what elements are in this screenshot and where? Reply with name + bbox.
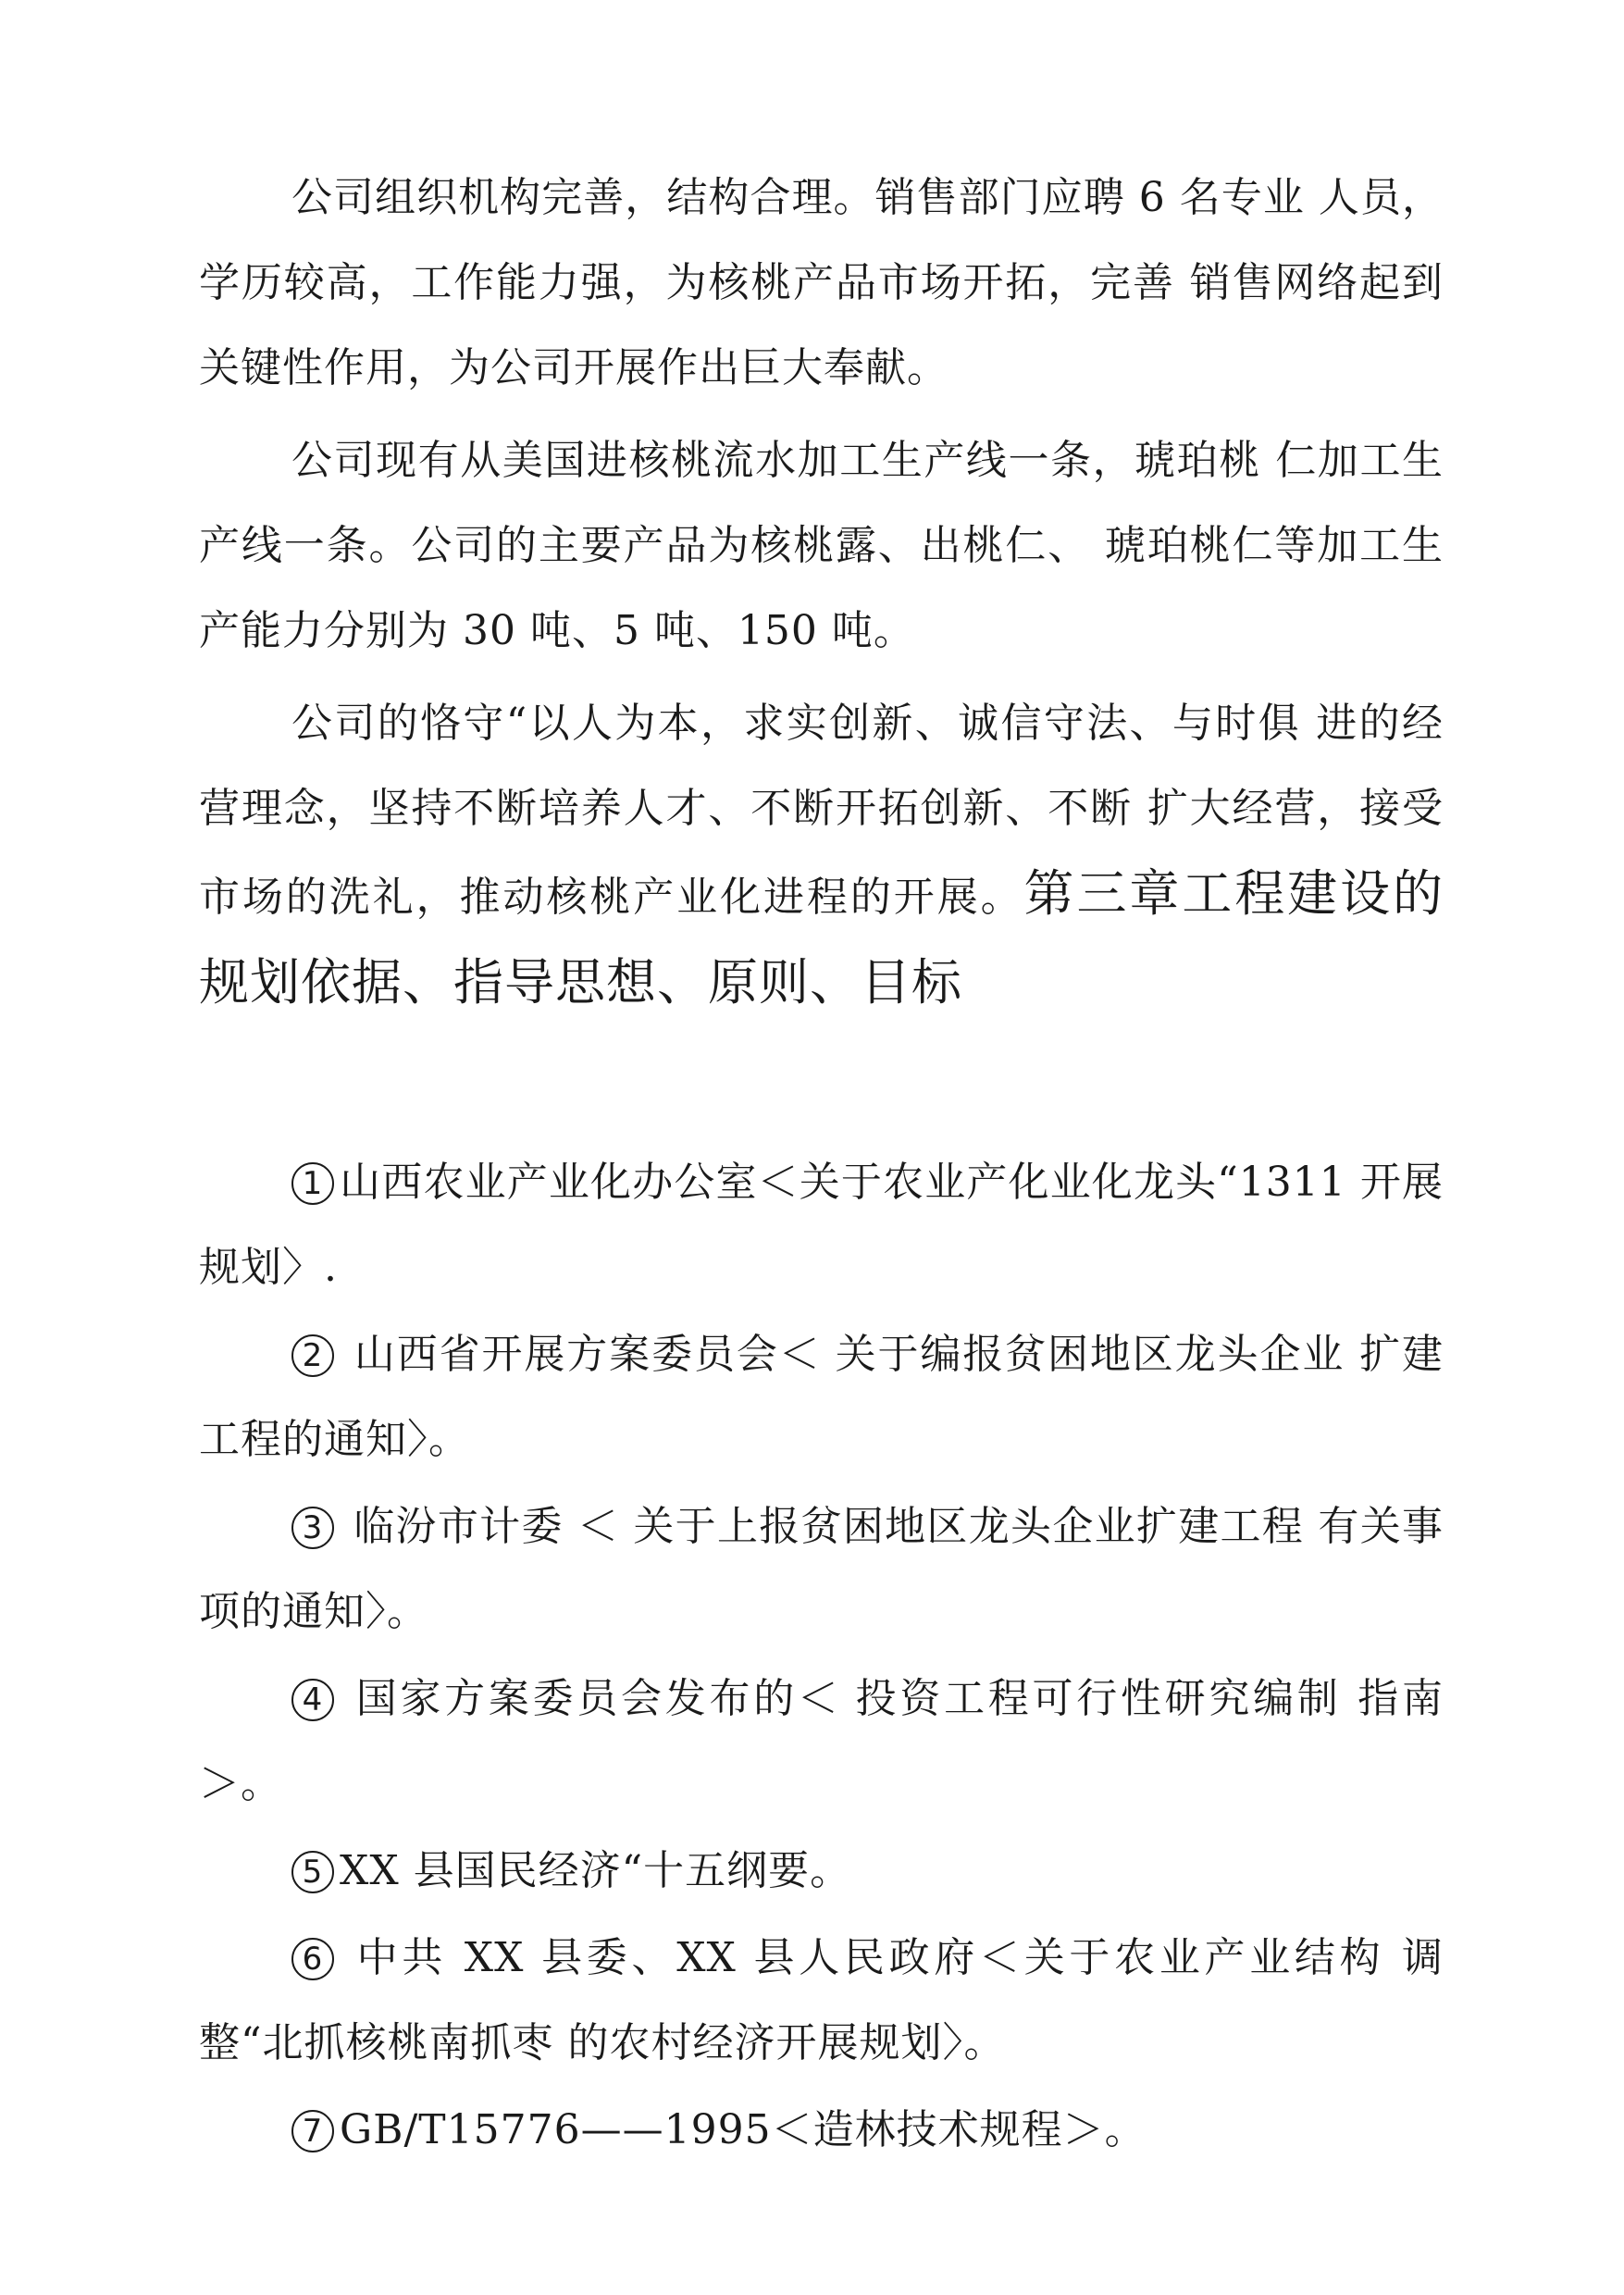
paragraph-philosophy <box>199 681 1444 1029</box>
reference-text: 山西农业产业化办公室＜关于农业产化业化龙头“1311 开展规划〉. <box>199 1159 1444 1291</box>
circled-number: 1 <box>291 1162 334 1205</box>
reference-item-1 <box>199 1140 1444 1310</box>
reference-item-2 <box>199 1312 1444 1482</box>
document-page <box>199 155 1444 2173</box>
reference-item-4 <box>199 1656 1444 1827</box>
chapter-heading: 第三章工程建设的规划依据、指导思想、原则、目标 <box>199 864 1444 1011</box>
reference-text: 山西省开展方案委员会＜ 关于编报贫困地区龙头企业 扩建工程的通知〉。 <box>199 1331 1444 1463</box>
reference-text: XX 县国民经济“十五纲要。 <box>340 1847 852 1894</box>
circled-number: 5 <box>291 1851 334 1893</box>
paragraph-text: 公司组织机构完善，结构合理。销售部门应聘 6 名专业 人员，学历较高，工作能力强，为核桃产品市场开拓，完善 销售网络起到关键性作用，为公司开展作出巨大奉献。 <box>199 174 1444 391</box>
reference-text: 临汾市计委 ＜ 关于上报贫困地区龙头企业扩建工程 有关事项的通知〉。 <box>199 1503 1444 1635</box>
reference-item-6 <box>199 1916 1444 2086</box>
reference-list <box>199 1140 1444 2173</box>
paragraph-organization <box>199 155 1444 411</box>
reference-text: 中共 XX 县委、XX 县人民政府＜关于农业产业结构 调整“北抓核桃南抓枣 的农村经济开展规划〉。 <box>199 1934 1444 2066</box>
circled-number: 7 <box>291 2110 334 2152</box>
paragraph-text: 公司的恪守“以人为本，求实创新、诚信守法、与时俱 进的经营理念，坚持不断培养人才、不断开拓创新、不断 扩大经营，接受市场的洗礼，推动核桃产业化进程的开展。 <box>199 700 1444 921</box>
reference-item-7 <box>199 2088 1444 2173</box>
circled-number: 3 <box>291 1507 334 1549</box>
circled-number: 2 <box>291 1334 334 1377</box>
reference-item-5 <box>199 1829 1444 1914</box>
reference-text: GB/T15776——1995＜造林技术规程＞。 <box>340 2106 1147 2153</box>
paragraph-text: 公司现有从美国进核桃流水加工生产线一条，琥珀桃 仁加工生产线一条。公司的主要产品为核桃露、出桃仁、 琥珀桃仁等加工生产能力分别为 30 吨、5 吨、150 吨。 <box>199 437 1444 654</box>
reference-item-3 <box>199 1484 1444 1655</box>
circled-number: 4 <box>291 1679 334 1721</box>
reference-text: 国家方案委员会发布的＜ 投资工程可行性研究编制 指南＞。 <box>199 1675 1444 1807</box>
paragraph-production-lines <box>199 418 1444 674</box>
circled-number: 6 <box>291 1938 334 1980</box>
